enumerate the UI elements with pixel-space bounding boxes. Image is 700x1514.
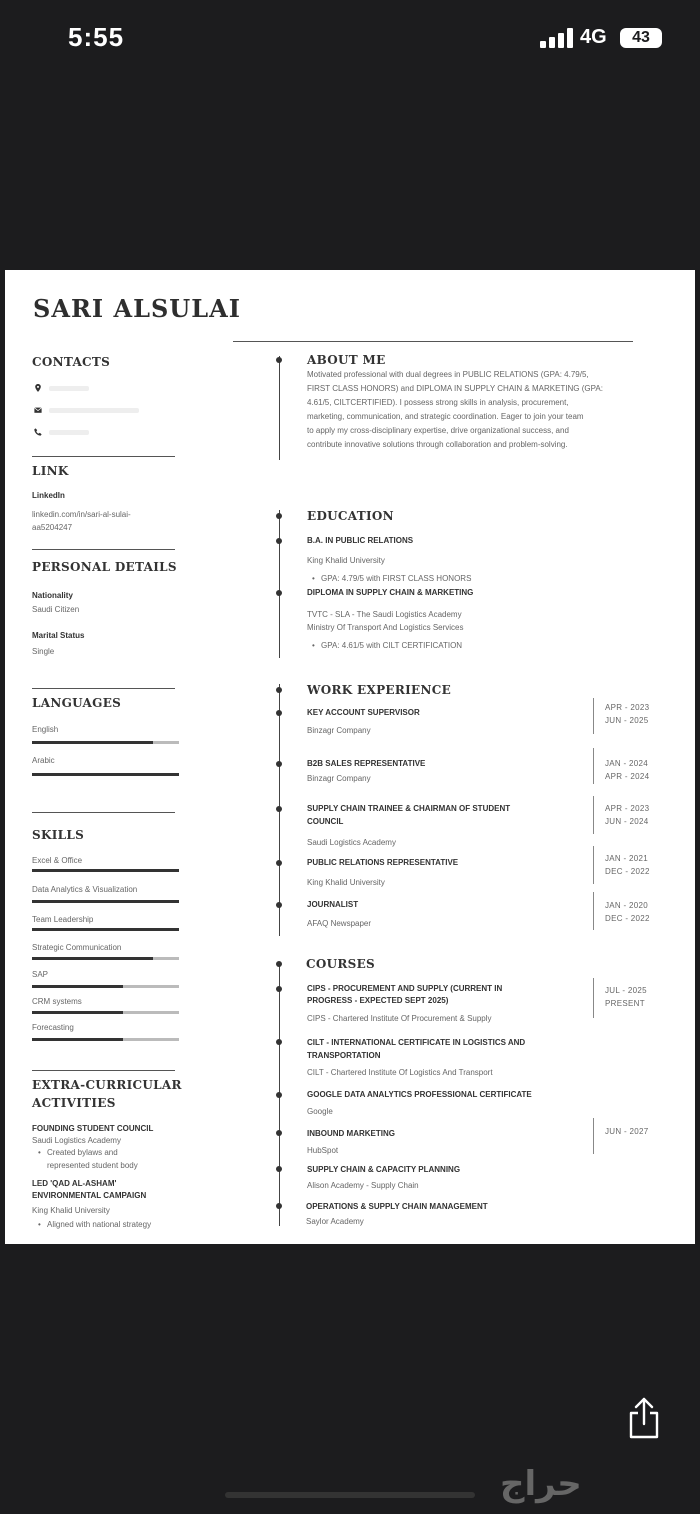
activity-bullet: • Created bylaws and: [47, 1148, 118, 1157]
course-org: Alison Academy - Supply Chain: [307, 1181, 419, 1190]
timeline-dot: [276, 1039, 282, 1045]
nationality-value: Saudi Citizen: [32, 605, 80, 614]
education-school-cont: Ministry Of Transport And Logistics Services: [307, 623, 464, 632]
haraj-logo: حراج: [500, 1464, 582, 1504]
courses-heading: COURSES: [306, 957, 376, 971]
job-date-start: JAN - 2021: [605, 854, 649, 863]
linkedin-url[interactable]: linkedin.com/in/sari-al-sulai-: [32, 510, 131, 519]
course-date-start: JUL - 2025: [605, 986, 647, 995]
course-title: CIPS - PROCUREMENT AND SUPPLY (CURRENT IN: [307, 984, 503, 993]
marital-label: Marital Status: [32, 631, 85, 640]
home-indicator[interactable]: [225, 1492, 475, 1498]
clock: 5:55: [68, 22, 125, 52]
job-org: Saudi Logistics Academy: [307, 838, 396, 847]
activity-title-cont: ENVIRONMENTAL CAMPAIGN: [32, 1191, 147, 1200]
job-date-end: APR - 2024: [605, 772, 650, 781]
resume-name: SARI ALSULAI: [33, 294, 241, 323]
section-divider: [32, 456, 175, 457]
job-title: SUPPLY CHAIN TRAINEE & CHAIRMAN OF STUDENT: [307, 804, 511, 813]
timeline-dot: [276, 590, 282, 596]
status-bar: [0, 0, 700, 80]
job-org: Binzagr Company: [307, 774, 371, 783]
job-date-start: APR - 2023: [605, 804, 650, 813]
timeline-dot: [276, 710, 282, 716]
contacts-heading: CONTACTS: [32, 355, 111, 369]
skill-name: Strategic Communication: [32, 943, 122, 952]
about-text: to apply my cross-disciplinary expertise, drive organizational success, and: [307, 426, 569, 435]
course-title: INBOUND MARKETING: [307, 1129, 395, 1138]
date-divider: [593, 748, 594, 784]
about-text: Motivated professional with dual degrees in PUBLIC RELATIONS (GPA: 4.79/5,: [307, 370, 589, 379]
education-title: B.A. IN PUBLIC RELATIONS: [307, 536, 414, 545]
activity-title: FOUNDING STUDENT COUNCIL: [32, 1124, 154, 1133]
job-date-start: APR - 2023: [605, 703, 650, 712]
course-title: OPERATIONS & SUPPLY CHAIN MANAGEMENT: [306, 1202, 488, 1211]
timeline-dot: [276, 357, 282, 363]
education-heading: EDUCATION: [307, 509, 394, 523]
section-divider: [32, 688, 175, 689]
languages-heading: LANGUAGES: [32, 696, 122, 710]
skill-level-bar: [32, 900, 179, 903]
timeline-dot: [276, 761, 282, 767]
job-date-end: DEC - 2022: [605, 867, 650, 876]
resume-document: [5, 270, 695, 1244]
job-title: B2B SALES REPRESENTATIVE: [307, 759, 426, 768]
nationality-label: Nationality: [32, 591, 73, 600]
job-date-start: JAN - 2024: [605, 759, 649, 768]
activity-bullet: • Aligned with national strategy: [47, 1220, 151, 1229]
share-icon[interactable]: [626, 1396, 662, 1440]
job-date-end: DEC - 2022: [605, 914, 650, 923]
course-date-end: PRESENT: [605, 999, 645, 1008]
timeline-dot: [276, 961, 282, 967]
linkedin-url-cont[interactable]: aa5204247: [32, 523, 73, 532]
job-title: KEY ACCOUNT SUPERVISOR: [307, 708, 420, 717]
network-type: 4G: [580, 26, 607, 48]
activity-org: Saudi Logistics Academy: [32, 1136, 121, 1145]
course-title-cont: PROGRESS - EXPECTED SEPT 2025): [307, 996, 449, 1005]
timeline-dot: [276, 860, 282, 866]
address-redacted: [49, 386, 89, 391]
work-heading: WORK EXPERIENCE: [307, 683, 452, 697]
marital-value: Single: [32, 647, 55, 656]
job-date-start: JAN - 2020: [605, 901, 649, 910]
activity-title: LED 'QAD AL-ASHAM': [32, 1179, 117, 1188]
education-title: DIPLOMA IN SUPPLY CHAIN & MARKETING: [307, 588, 474, 597]
timeline-dot: [276, 1166, 282, 1172]
phone-icon: [34, 428, 42, 436]
skill-name: Forecasting: [32, 1023, 74, 1032]
location-icon: [34, 384, 42, 392]
section-divider: [32, 1070, 175, 1071]
job-org: AFAQ Newspaper: [307, 919, 372, 928]
about-text: 4.61/5, CILTCERTIFIED). I possess strong skills in analysis, procurement,: [307, 398, 569, 407]
signal-icon: [540, 28, 574, 48]
job-title: PUBLIC RELATIONS REPRESENTATIVE: [307, 858, 459, 867]
course-title: SUPPLY CHAIN & CAPACITY PLANNING: [307, 1165, 461, 1174]
linkedin-label: LinkedIn: [32, 491, 65, 500]
education-school: TVTC - SLA - The Saudi Logistics Academy: [307, 610, 462, 619]
extracurricular-heading: EXTRA-CURRICULAR: [32, 1078, 182, 1092]
timeline-dot: [276, 1092, 282, 1098]
link-heading: LINK: [32, 464, 69, 478]
timeline-line: [279, 510, 280, 658]
skill-level-bar: [32, 928, 179, 931]
education-note: • GPA: 4.79/5 with FIRST CLASS HONORS: [321, 574, 471, 583]
date-divider: [593, 892, 594, 930]
about-text: FIRST CLASS HONORS) and DIPLOMA IN SUPPLY CHAIN & MARKETING (GPA:: [307, 384, 603, 393]
date-divider: [593, 796, 594, 834]
course-org: CIPS - Chartered Institute Of Procurement & Supply: [307, 1014, 492, 1023]
date-divider: [593, 846, 594, 884]
course-date-start: JUN - 2027: [605, 1127, 649, 1136]
job-title-cont: COUNCIL: [307, 817, 344, 826]
timeline-dot: [276, 1203, 282, 1209]
language-name: English: [32, 725, 59, 734]
extracurricular-heading-cont: ACTIVITIES: [32, 1096, 116, 1110]
date-divider: [593, 698, 594, 734]
phone-redacted: [49, 430, 89, 435]
skill-level-bar: [32, 869, 179, 872]
language-level-bar: [32, 741, 179, 744]
skill-name: Team Leadership: [32, 915, 94, 924]
timeline-dot: [276, 902, 282, 908]
job-date-end: JUN - 2025: [605, 716, 649, 725]
skill-name: CRM systems: [32, 997, 82, 1006]
timeline-dot: [276, 513, 282, 519]
course-org: HubSpot: [307, 1146, 339, 1155]
about-text: marketing, communication, and strategic coordination. Eager to join your team: [307, 412, 584, 421]
battery-icon: 43: [620, 28, 662, 48]
timeline-dot: [276, 1130, 282, 1136]
job-org: Binzagr Company: [307, 726, 371, 735]
course-title: CILT - INTERNATIONAL CERTIFICATE IN LOGISTICS AND: [307, 1038, 526, 1047]
skill-name: Data Analytics & Visualization: [32, 885, 138, 894]
timeline-dot: [276, 986, 282, 992]
activity-bullet-cont: represented student body: [47, 1161, 138, 1170]
personal-heading: PERSONAL DETAILS: [32, 560, 177, 574]
email-icon: [34, 406, 42, 414]
timeline-dot: [276, 687, 282, 693]
skills-heading: SKILLS: [32, 828, 85, 842]
skill-name: SAP: [32, 970, 49, 979]
activity-org: King Khalid University: [32, 1206, 110, 1215]
skill-level-bar: [32, 957, 179, 960]
course-title-cont: TRANSPORTATION: [307, 1051, 381, 1060]
job-title: JOURNALIST: [307, 900, 359, 909]
timeline-line: [279, 356, 280, 460]
job-date-end: JUN - 2024: [605, 817, 649, 826]
language-name: Arabic: [32, 756, 55, 765]
skill-level-bar: [32, 1038, 179, 1041]
about-text: contribute innovative solutions through collaboration and problem-solving.: [307, 440, 568, 449]
education-school: King Khalid University: [307, 556, 385, 565]
section-divider: [32, 812, 175, 813]
section-divider: [32, 549, 175, 550]
timeline-dot: [276, 806, 282, 812]
job-org: King Khalid University: [307, 878, 385, 887]
skill-name: Excel & Office: [32, 856, 83, 865]
date-divider: [593, 978, 594, 1018]
course-org: Saylor Academy: [306, 1217, 364, 1226]
email-redacted: [49, 408, 139, 413]
date-divider: [593, 1118, 594, 1154]
name-divider: [233, 341, 633, 342]
timeline-dot: [276, 538, 282, 544]
about-heading: ABOUT ME: [307, 353, 386, 367]
skill-level-bar: [32, 985, 179, 988]
language-level-bar: [32, 773, 179, 776]
course-title: GOOGLE DATA ANALYTICS PROFESSIONAL CERTIFICATE: [307, 1090, 532, 1099]
education-note: • GPA: 4.61/5 with CILT CERTIFICATION: [321, 641, 462, 650]
course-org: Google: [307, 1107, 333, 1116]
course-org: CILT - Chartered Institute Of Logistics And Transport: [307, 1068, 493, 1077]
skill-level-bar: [32, 1011, 179, 1014]
